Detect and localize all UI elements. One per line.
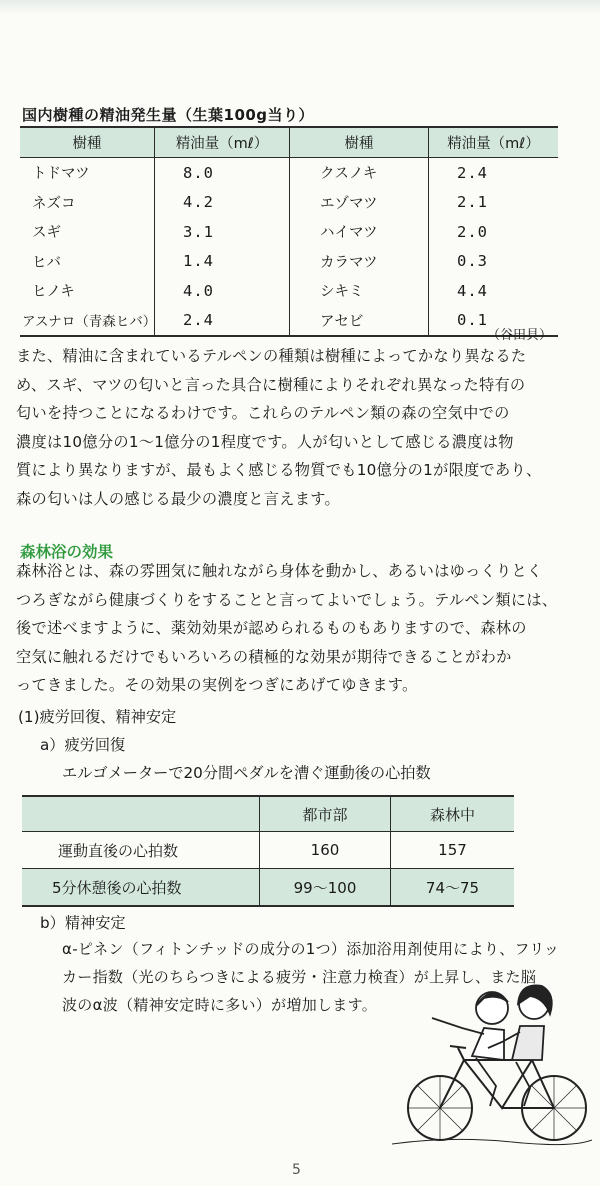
- oil-amount-cell: 4.0: [155, 276, 290, 306]
- table-row: [20, 217, 558, 247]
- oil-amount-cell: 2.1: [457, 193, 488, 212]
- oil-amount-cell: 1.4: [155, 247, 290, 277]
- page-number: 5: [292, 1162, 301, 1178]
- oil-table-caption: 国内樹種の精油発生量（生葉100g当り）: [22, 106, 315, 124]
- species-cell: ヒノキ: [20, 276, 155, 306]
- oil-amount-cell: 4.4: [457, 281, 488, 300]
- header-species-1: 樹種: [20, 127, 155, 158]
- row-label: 運動直後の心拍数: [22, 832, 260, 869]
- header-blank: [22, 796, 260, 832]
- item-a-description: エルゴメーターで20分間ペダルを漕ぐ運動後の心拍数: [62, 764, 431, 782]
- table-header-row: [22, 796, 514, 832]
- oil-amount-cell: 0.1: [429, 306, 559, 337]
- text-line: 後で述べますように、薬効効果が認められるものもありますので、森林の: [16, 619, 527, 637]
- text-line: 濃度は10億分の1〜1億分の1程度です。人が匂いとして感じる濃度は物: [16, 432, 514, 451]
- oil-amount-cell: 2.4: [457, 163, 488, 182]
- header-species-2: 樹種: [290, 127, 429, 158]
- text-line: め、スギ、マツの匂いと言った具合に樹種によりそれぞれ異なった特有の: [16, 375, 526, 394]
- species-cell: ヒバ: [20, 247, 155, 277]
- table-row: [20, 247, 558, 277]
- section-paragraph: [16, 557, 578, 700]
- species-cell: クスノキ: [290, 158, 429, 188]
- urban-value: 99〜100: [260, 869, 391, 907]
- header-urban: 都市部: [260, 796, 391, 832]
- tandem-bicycle-illustration: [392, 968, 592, 1148]
- table-row: [22, 869, 514, 907]
- intro-paragraph: [16, 342, 578, 513]
- forest-value: 157: [391, 832, 515, 869]
- species-cell: エゾマツ: [290, 188, 429, 218]
- top-scan-strip: [0, 0, 600, 14]
- oil-amount-cell: 3.1: [155, 217, 290, 247]
- row-label: 5分休憩後の心拍数: [22, 869, 260, 907]
- header-oil-amount-2: 精油量（mℓ）: [429, 127, 559, 158]
- item-b-heading: b）精神安定: [40, 914, 126, 932]
- species-cell: カラマツ: [290, 247, 429, 277]
- species-cell: ネズコ: [20, 188, 155, 218]
- text-line: また、精油に含まれているテルペンの種類は樹種によってかなり異なるた: [16, 347, 527, 365]
- header-forest: 森林中: [391, 796, 515, 832]
- species-cell: シキミ: [290, 276, 429, 306]
- table-source-note: （谷田貝）: [486, 328, 552, 343]
- text-line: 森の匂いは人の感じる最少の濃度と言えます。: [16, 489, 341, 508]
- species-cell: スギ: [20, 217, 155, 247]
- text-line: ってきました。その効果の実例をつぎにあげてゆきます。: [16, 676, 418, 694]
- table-row: [20, 158, 558, 188]
- text-line: α-ピネン（フィトンチッドの成分の1つ）添加浴用剤使用により、フリッ: [62, 940, 560, 958]
- oil-amount-cell: 2.4: [155, 306, 290, 337]
- text-line: 波のα波（精神安定時に多い）が増加します。: [62, 996, 377, 1014]
- section-heading: 森林浴の効果: [20, 543, 114, 561]
- table-header-row: [20, 127, 558, 158]
- species-cell: アスナロ（青森ヒバ）: [20, 306, 155, 337]
- forest-value: 74〜75: [391, 869, 515, 907]
- heart-rate-table: [22, 795, 514, 907]
- text-line: 空気に触れるだけでもいろいろの積極的な効果が期待できることがわか: [16, 647, 512, 666]
- oil-amount-cell: 2.0: [457, 222, 488, 241]
- species-cell: トドマツ: [20, 158, 155, 188]
- header-oil-amount-1: 精油量（mℓ）: [155, 127, 290, 158]
- oil-amount-cell: 0.3: [457, 252, 488, 271]
- urban-value: 160: [260, 832, 391, 869]
- table-row: [20, 306, 558, 337]
- species-cell: ハイマツ: [290, 217, 429, 247]
- table-row: [22, 832, 514, 869]
- oil-amount-cell: 4.2: [155, 188, 290, 218]
- oil-amount-cell: 8.0: [155, 158, 290, 188]
- essential-oil-table: [20, 126, 558, 337]
- text-line: つろぎながら健康づくりをすることと言ってよいでしょう。テルペン類には、: [16, 590, 558, 609]
- table-row: [20, 276, 558, 306]
- species-cell: アセビ: [290, 306, 429, 337]
- text-line: 匂いを持つことになるわけです。これらのテルペン類の森の空気中での: [16, 404, 510, 422]
- item-1-heading: (1)疲労回復、精神安定: [18, 708, 177, 726]
- table-row: [20, 188, 558, 218]
- text-line: 質により異なりますが、最もよく感じる物質でも10億分の1が限度であり、: [16, 461, 542, 479]
- item-a-heading: a）疲労回復: [40, 736, 126, 754]
- text-line: カー指数（光のちらつきによる疲労・注意力検査）が上昇し、また脳: [62, 968, 537, 986]
- text-line: 森林浴とは、森の雰囲気に触れながら身体を動かし、あるいはゆっくりとく: [16, 562, 543, 580]
